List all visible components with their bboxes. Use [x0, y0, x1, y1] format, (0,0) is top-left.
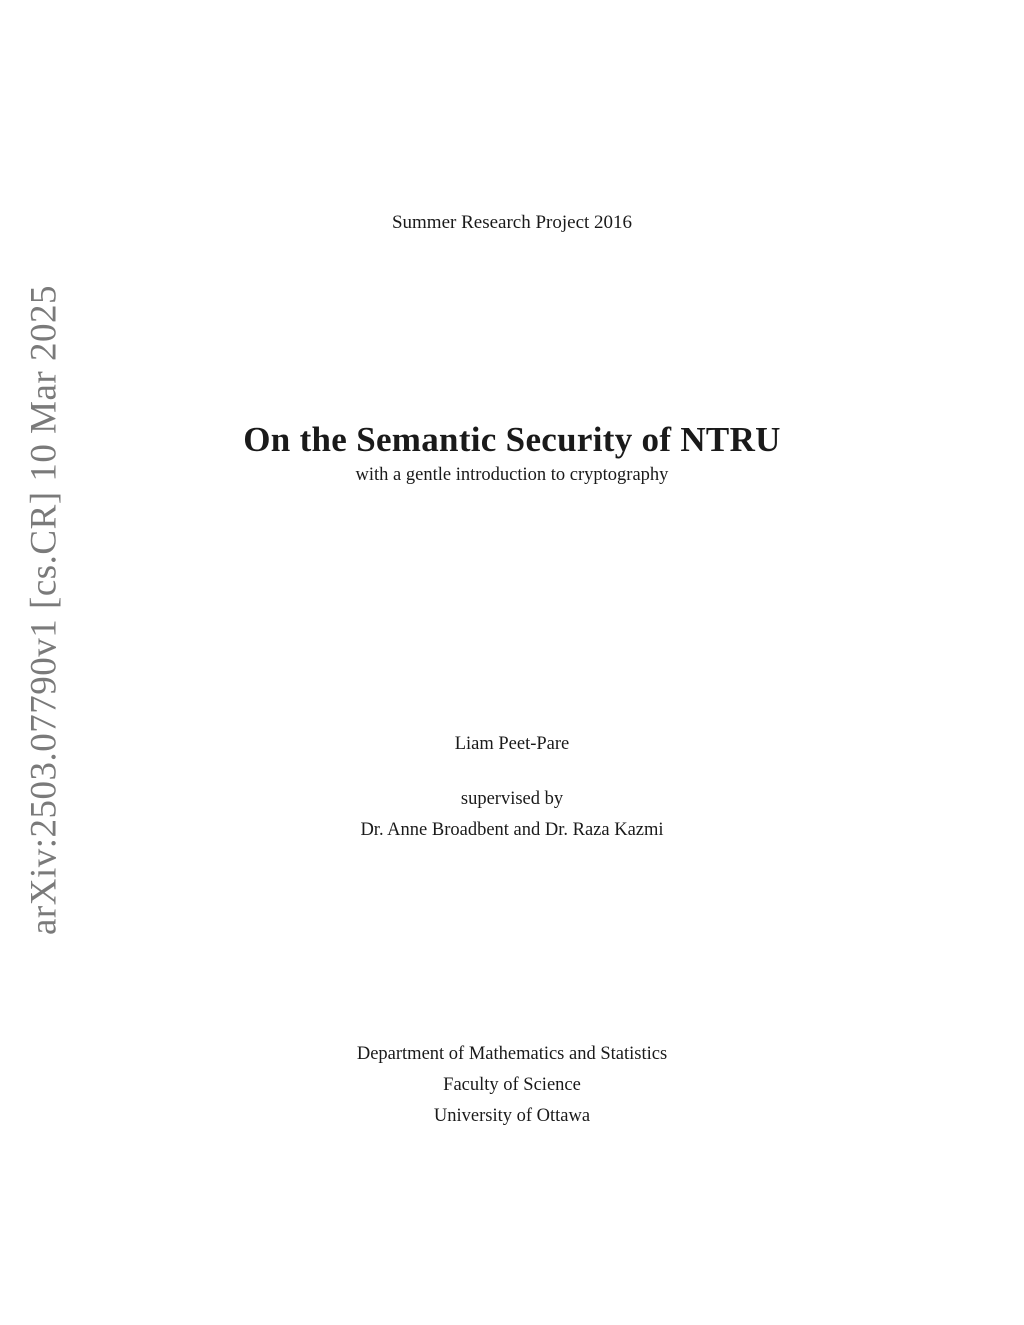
arxiv-identifier: arXiv:2503.07790v1 [cs.CR] 10 Mar 2025 — [23, 285, 65, 935]
paper-title: On the Semantic Security of NTRU — [243, 420, 781, 459]
university: University of Ottawa — [433, 1106, 591, 1126]
supervisor-names: Dr. Anne Broadbent and Dr. Raza Kazmi — [360, 820, 664, 840]
department: Department of Mathematics and Statistics — [356, 1044, 668, 1064]
faculty: Faculty of Science — [443, 1075, 581, 1095]
author-name: Liam Peet-Pare — [454, 734, 570, 754]
paper-subtitle: with a gentle introduction to cryptography — [355, 465, 669, 485]
project-label: Summer Research Project 2016 — [391, 212, 633, 233]
supervised-by-label: supervised by — [460, 789, 564, 809]
